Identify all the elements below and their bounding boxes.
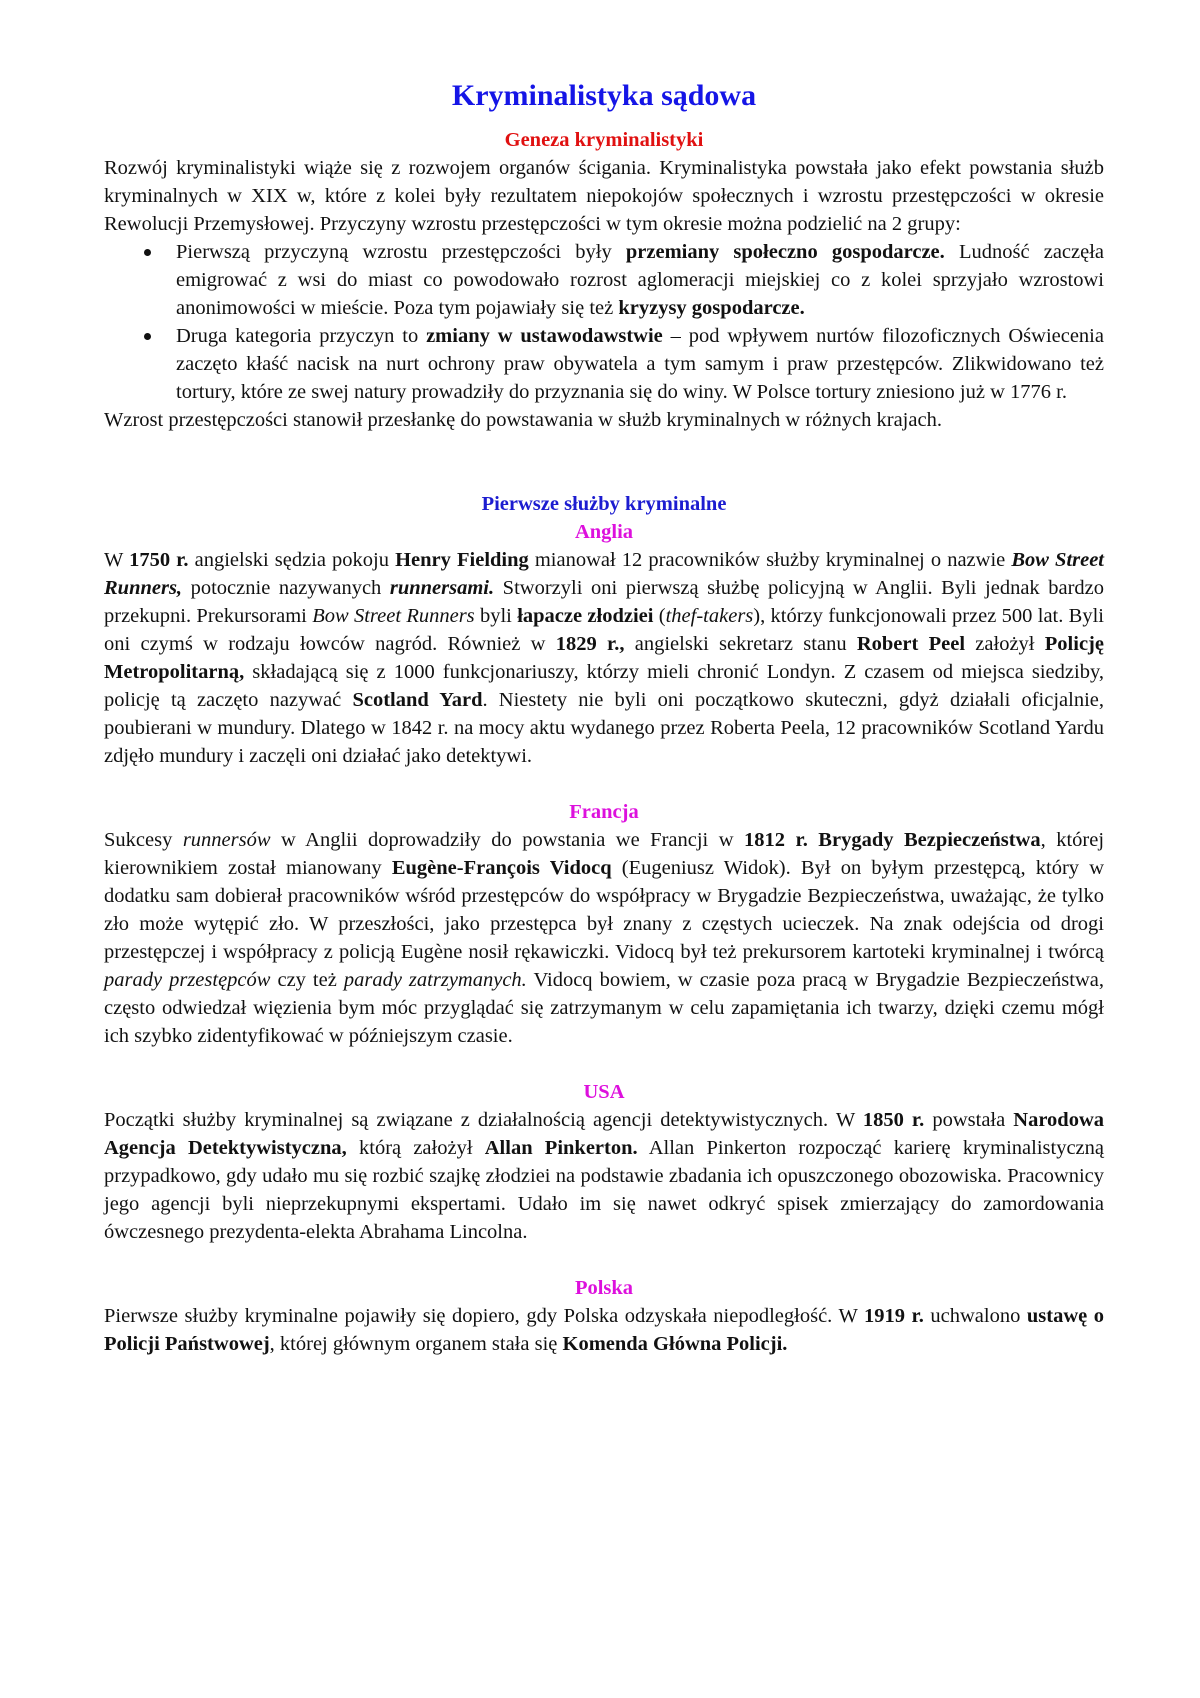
subheading-francja: Francja xyxy=(569,801,639,823)
page-title: Kryminalistyka sądowa xyxy=(451,79,757,112)
causes-list xyxy=(104,238,1104,406)
subheading-polska: Polska xyxy=(574,1277,634,1299)
bullet-icon xyxy=(144,249,151,256)
bullet-icon xyxy=(144,333,151,340)
document-page xyxy=(104,60,1104,1358)
list-item: Pierwszą przyczyną wzrostu przestępczości były przemiany społeczno gospodarcze. Ludność zaczęła emigrować z wsi do miast co powodowało rozrost aglomeracji miejskiej co z kolei sprzyjało wzrostowi anonimowości w mieście. Poza tym pojawiały się też kryzysy gospodarcze. xyxy=(104,238,1104,322)
usa-paragraph: Początki służby kryminalnej są związane z działalnością agencji detektywistycznych. W 1850 r. powstała Narodowa Agencja Detektywistyczna, którą założył Allan Pinkerton. Allan Pinkerton rozpocząć karierę kryminalistyczną przypadkowo, gdy udało mu się rozbić szajkę złodziei na podstawie zbadania ich opuszczonego obozowiska. Pracownicy jego agencji byli nieprzekupnymi ekspertami. Udało im się nawet odkryć spisek zmierzający do zamordowania ówczesnego prezydenta-elekta Abrahama Lincolna. xyxy=(104,1109,1105,1243)
anglia-paragraph: W 1750 r. angielski sędzia pokoju Henry Fielding mianował 12 pracowników służby kryminalnej o nazwie Bow Street Runners, potocznie nazywanych runnersami. Stworzyli oni pierwszą służbę policyjną w Anglii. Byli jednak bardzo przekupni. Prekursorami Bow Street Runners byli łapacze złodziei (thef-takers), którzy funkcjonowali przez 500 lat. Byli oni czymś w rodzaju łowców nagród. Również w 1829 r., angielski sekretarz stanu Robert Peel założył Policję Metropolitarną, składającą się z 1000 funkcjonariuszy, którzy mieli chronić Londyn. Z czasem od miejsca siedziby, policję tą zaczęto nazywać Scotland Yard. Niestety nie byli oni początkowo skuteczni, gdyż działali oficjalnie, poubierani w mundury. Dlatego w 1842 r. na mocy aktu wydanego przez Roberta Peela, 12 pracowników Scotland Yardu zdjęło mundury i zaczęli oni działać jako detektywi. xyxy=(104,549,1105,767)
section-heading-sluzby: Pierwsze służby kryminalne xyxy=(481,493,727,515)
intro-paragraph: Rozwój kryminalistyki wiąże się z rozwojem organów ścigania. Kryminalistyka powstała jako efekt powstania służb kryminalnych w XIX w, które z kolei były rezultatem niepokojów społecznych i wzrostu przestępczości w okresie Rewolucji Przemysłowej. Przyczyny wzrostu przestępczości w tym okresie można podzielić na 2 grupy: xyxy=(104,157,1104,235)
polska-paragraph: Pierwsze służby kryminalne pojawiły się dopiero, gdy Polska odzyskała niepodległość. W 1919 r. uchwalono ustawę o Policji Państwowej, której głównym organem stała się Komenda Główna Policji. xyxy=(104,1305,1104,1355)
list-item: Druga kategoria przyczyn to zmiany w ustawodawstwie – pod wpływem nurtów filozoficznych Oświecenia zaczęto kłaść nacisk na nurt ochrony praw obywatela a tym samym i praw przestępców. Zlikwidowano też tortury, które ze swej natury prowadziły do przyznania się do winy. W Polsce tortury zniesiono już w 1776 r. xyxy=(104,322,1104,406)
francja-paragraph: Sukcesy runnersów w Anglii doprowadziły do powstania we Francji w 1812 r. Brygady Bezpieczeństwa, której kierownikiem został mianowany Eugène-François Vidocq (Eugeniusz Widok). Był on byłym przestępcą, który w dodatku sam dobierał pracowników wśród przestępców do współpracy w Brygadzie Bezpieczeństwa, uważając, że tylko zło może wytępić zło. W przeszłości, jako przestępca był znany z częstych ucieczek. Na znak odejścia od drogi przestępczej i współpracy z policją Eugène nosił rękawiczki. Vidocq był też prekursorem kartoteki kryminalnej i twórcą parady przestępców czy też parady zatrzymanych. Vidocq bowiem, w czasie poza pracą w Brygadzie Bezpieczeństwa, często odwiedzał więzienia bym móc przyglądać się zatrzymanym w celu zapamiętania ich twarzy, dzięki czemu mógł ich szybko zidentyfikować w późniejszym czasie. xyxy=(104,829,1105,1047)
subheading-anglia: Anglia xyxy=(574,521,634,543)
subheading-usa: USA xyxy=(583,1081,625,1103)
section-heading-geneza: Geneza kryminalistyki xyxy=(504,129,704,151)
outro-paragraph: Wzrost przestępczości stanowił przesłankę do powstawania w służb kryminalnych w różnych krajach. xyxy=(104,409,942,431)
